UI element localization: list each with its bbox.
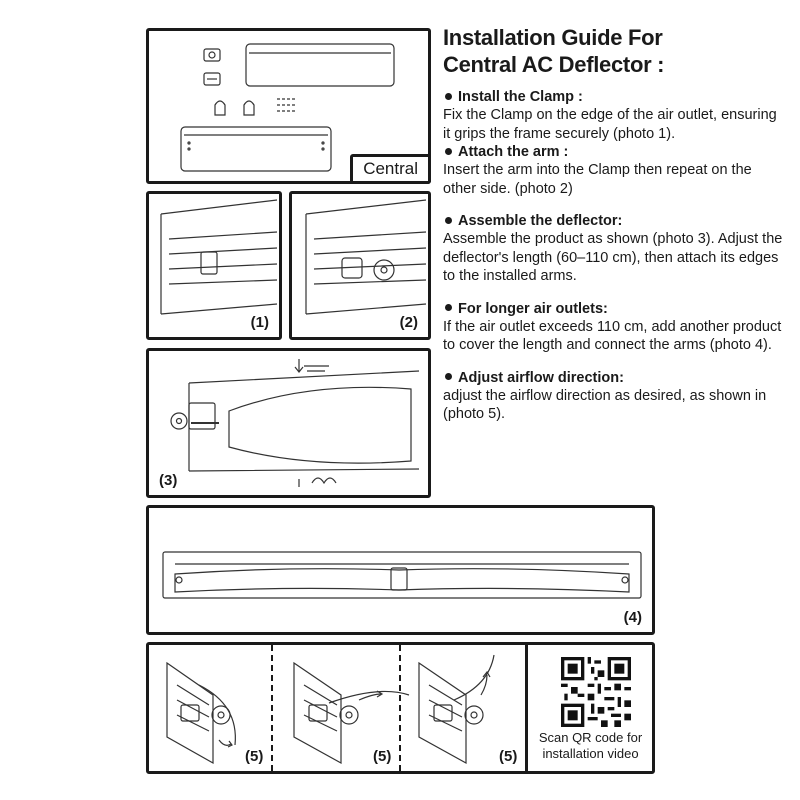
step-4-title: For longer air outlets: [443,300,783,318]
divider-dashed-2 [399,645,401,771]
photo-5c-label: (5) [499,748,518,765]
step-3-title: Assemble the deflector: [443,212,783,230]
qr-code-icon[interactable] [561,657,631,727]
step-5-body: adjust the airflow direction as desired, as shown in (photo 5). [443,387,767,422]
step-3-body: Assemble the product as shown (photo 3). Adjust the deflector's length (60–110 cm), then attach its edges to the installed arms. [443,231,783,284]
installation-guide [443,24,783,438]
deflector-assembly-illustration [149,351,428,495]
step-5-title: Adjust airflow direction: [443,369,783,387]
step-1-title: Install the Clamp : [443,88,783,106]
bullet-icon [445,217,452,224]
guide-title [443,24,783,78]
divider-dashed-1 [271,645,273,771]
step-2-title: Attach the arm : [443,143,783,161]
central-label: Central [350,154,431,184]
photo-5a-label: (5) [245,748,264,765]
airflow-adjust-illustrations [149,645,524,771]
photo-2-panel [289,191,431,340]
photo-1-label: (1) [250,314,269,331]
photo-3-panel [146,348,431,498]
bullet-icon [445,373,452,380]
step-1-body: Fix the Clamp on the edge of the air outlet, ensuring it grips the frame securely (photo 1). [443,107,777,142]
guide-title-line-1: Installation Guide For [443,25,663,50]
qr-caption: Scan QR code for installation video [538,730,643,761]
bullet-icon [445,304,452,311]
photo-4-panel [146,505,655,635]
bullet-icon [445,93,452,100]
guide-title-line-2: Central AC Deflector : [443,52,665,77]
parts-overview-panel [146,28,431,184]
photo-1-panel [146,191,282,340]
step-4-body: If the air outlet exceeds 110 cm, add another product to cover the length and connect the arms (photo 4). [443,318,782,353]
photo-2-label: (2) [399,314,418,331]
bullet-icon [445,148,452,155]
long-outlet-illustration [149,508,652,632]
photo-5b-label: (5) [373,748,392,765]
step-2-body: Insert the arm into the Clamp then repeat on the other side. (photo 2) [443,162,752,197]
photo-4-label: (4) [623,609,642,626]
photo-3-label: (3) [159,472,178,489]
